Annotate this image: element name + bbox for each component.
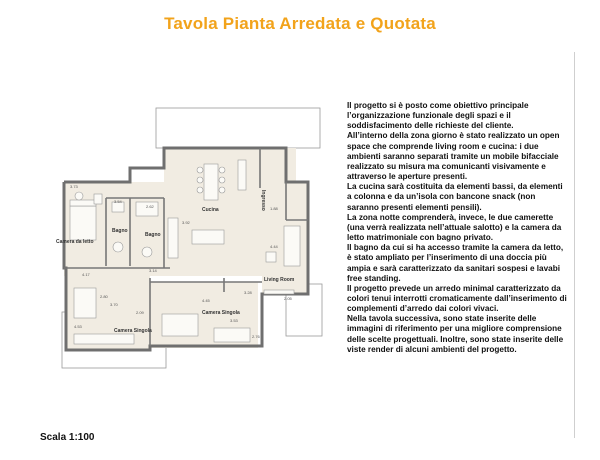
dimension-label: 2.80: [100, 294, 108, 299]
description-paragraph: La cucina sarà costituita da elementi bassi, da elementi a colonna e da un’isola con bancone snack (non saranno presenti elementi pensili).: [347, 182, 563, 212]
project-description: [347, 101, 569, 355]
room-label-ingresso: Ingresso: [260, 190, 266, 211]
room-label-singola-2: Camera Singola: [202, 310, 240, 316]
dimension-label: 2.76: [252, 334, 260, 339]
dimension-label: 3.92: [182, 220, 190, 225]
room-label-living: Living Room: [264, 277, 295, 283]
dimension-label: 3.28: [244, 290, 252, 295]
dimension-label: 1.88: [270, 206, 278, 211]
description-paragraph: Nella tavola successiva, sono state inserite delle immagini di riferimento per una migliore comprensione delle scelte progettuali. Inoltre, sono state inserite delle viste render di alcuni ambienti del progetto.: [347, 314, 564, 354]
dimension-label: 3.70: [110, 302, 118, 307]
scale-label: Scala 1:100: [40, 432, 95, 443]
dimension-label: 4.17: [82, 272, 90, 277]
divider-line: [574, 52, 575, 438]
description-paragraph: Il progetto prevede un arredo minimal caratterizzato da colori tenui interrotti cromaticamente dall’inserimento di complementi d’arredo dai colori vivaci.: [347, 283, 567, 314]
dimension-label: 4.53: [74, 324, 82, 329]
dimension-label: 2.62: [146, 204, 154, 209]
description-paragraph: All’interno della zona giorno è stato realizzato un open space che comprende living room e cucina: i due ambienti saranno separati tramite un mobile bifacciale realizzato su misura ma comunicanti visivamente e attraverso le aperture presenti.: [347, 131, 560, 182]
description-paragraph: Il bagno da cui si ha accesso tramite la camera da letto, è stato ampliato per l’inserimento di una doccia più ampia e sarà caratterizzato da sanitari sospesi e lavabi free standing.: [347, 243, 564, 283]
dimension-label: 2.05: [284, 296, 292, 301]
dimension-label: 3.53: [230, 318, 238, 323]
room-label-bagno-1: Bagno: [112, 228, 128, 234]
dimension-label: 3.54: [114, 199, 122, 204]
room-label-bagno-2: Bagno: [145, 232, 161, 238]
room-label-singola-1: Camera Singola: [114, 328, 152, 334]
floor-plan: [34, 102, 330, 388]
dimension-label: 3.73: [70, 184, 78, 189]
room-label-cucina: Cucina: [202, 207, 219, 213]
dimension-label: 4.45: [202, 298, 210, 303]
dimension-label: 2.09: [136, 310, 144, 315]
description-paragraph: Il progetto si è posto come obiettivo principale l’organizzazione funzionale degli spazi e il soddisfacimento delle richieste del cliente.: [347, 101, 529, 131]
dimension-label: 3.14: [149, 268, 157, 273]
dimension-label: 4.44: [270, 244, 278, 249]
room-label-camera-letto: Camera da letto: [56, 239, 94, 245]
page-title: Tavola Pianta Arredata e Quotata: [164, 14, 436, 33]
description-paragraph: La zona notte comprenderà, invece, le due camerette (una verrà realizzata nell’attuale salotto) e la camera da letto matrimoniale con bagno privato.: [347, 212, 562, 243]
